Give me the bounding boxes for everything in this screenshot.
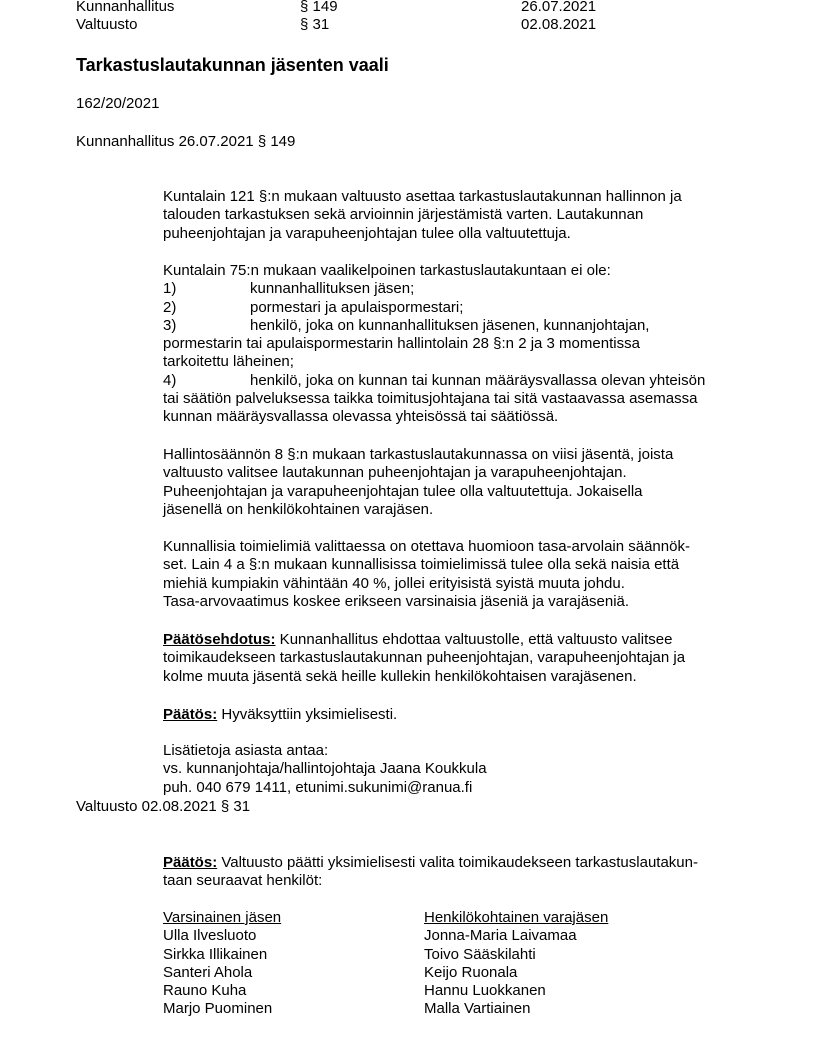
deputies-column xyxy=(424,909,608,1019)
list-number: 1) xyxy=(163,280,177,298)
list-text: henkilö, joka on kunnan tai kunnan määräysvallassa olevan yhteisön xyxy=(250,371,706,389)
decision-text: Hyväksyttiin yksimielisesti. xyxy=(217,706,398,723)
paragraph-1 xyxy=(163,188,763,243)
text-line: toimikaudekseen tarkastuslautakunnan puheenjohtajan, varapuheenjohtajan ja xyxy=(163,649,686,667)
paragraph-2 xyxy=(163,262,763,427)
decision-1 xyxy=(163,706,763,724)
decision-text: Valtuusto päätti yksimielisesti valita toimikaudekseen tarkastuslautakun- xyxy=(217,854,698,871)
text-line: pormestarin tai apulaispormestarin hallintolain 28 §:n 2 ja 3 momentissa xyxy=(163,335,640,353)
council-heading: Valtuusto 02.08.2021 § 31 xyxy=(76,798,251,815)
proposal-label: Päätösehdotus: xyxy=(163,631,276,648)
text-line: vs. kunnanjohtaja/hallintojohtaja Jaana Koukkula xyxy=(163,760,487,778)
member-name: Santeri Ahola xyxy=(163,963,253,981)
deputy-name: Jonna-Maria Laivamaa xyxy=(424,927,577,945)
list-number: 3) xyxy=(163,316,177,334)
text-line: set. Lain 4 a §:n mukaan kunnallisissa toimielimissä tulee olla sekä naisia että xyxy=(163,556,680,574)
decision-label: Päätös: xyxy=(163,706,218,723)
list-number: 4) xyxy=(163,371,177,389)
text-line: Hallintosäännön 8 §:n mukaan tarkastuslautakunnassa on viisi jäsentä, joista xyxy=(163,446,674,463)
text-line: Kunnallisia toimielimiä valittaessa on otettava huomioon tasa-arvolain säännök- xyxy=(163,538,690,555)
list-text: henkilö, joka on kunnanhallituksen jäsenen, kunnanjohtajan, xyxy=(250,316,650,334)
paragraph-3 xyxy=(163,446,763,519)
contact-info xyxy=(163,742,763,797)
text-line: tarkoitettu läheinen; xyxy=(163,353,294,371)
member-name: Marjo Puominen xyxy=(163,1000,273,1018)
paragraph-4 xyxy=(163,538,763,611)
list-text: pormestari ja apulaispormestari; xyxy=(250,298,464,316)
text-line: kolme muuta jäsentä sekä heille kullekin henkilökohtaisen varajäsenen. xyxy=(163,667,637,685)
decision-proposal xyxy=(163,631,763,686)
header-row-section: § 31 xyxy=(300,16,330,33)
member-name: Ulla Ilvesluoto xyxy=(163,927,257,945)
column-header-member: Varsinainen jäsen xyxy=(163,909,282,926)
text-line: miehiä kumpiakin vähintään 40 %, jollei erityisistä syistä muuta johdu. xyxy=(163,574,625,592)
kh-heading: Kunnanhallitus 26.07.2021 § 149 xyxy=(76,133,296,150)
text-line: tai säätiön palveluksessa taikka toimitusjohtajana tai sitä vastaavassa asemassa xyxy=(163,390,698,408)
deputy-name: Hannu Luokkanen xyxy=(424,982,546,1000)
list-item xyxy=(163,280,763,298)
list-item xyxy=(163,372,763,390)
members-column xyxy=(163,909,281,1019)
text-line: kunnan määräysvallassa olevassa yhteisössä tai säätiössä. xyxy=(163,408,559,426)
list-item xyxy=(163,317,763,335)
text-line: Kuntalain 75:n mukaan vaalikelpoinen tarkastuslautakuntaan ei ole: xyxy=(163,262,611,279)
case-number: 162/20/2021 xyxy=(76,95,160,112)
text-line: Puheenjohtajan ja varapuheenjohtajan tulee olla valtuutettuja. Jokaisella xyxy=(163,482,643,500)
text-line: taan seuraavat henkilöt: xyxy=(163,872,323,890)
list-number: 2) xyxy=(163,298,177,316)
list-item xyxy=(163,299,763,317)
text-line: jäsenellä on henkilökohtainen varajäsen. xyxy=(163,500,434,518)
text-line: Kuntalain 121 §:n mukaan valtuusto asettaa tarkastuslautakunnan hallinnon ja xyxy=(163,188,682,205)
header-row-body: Valtuusto xyxy=(76,16,138,33)
header-row-date: 02.08.2021 xyxy=(521,16,597,33)
column-header-deputy: Henkilökohtainen varajäsen xyxy=(424,909,609,926)
text-line: Lisätietoja asiasta antaa: xyxy=(163,742,329,759)
header-row-body: Kunnanhallitus xyxy=(76,0,175,15)
header-row-date: 26.07.2021 xyxy=(521,0,597,15)
text-line: puheenjohtajan ja varapuheenjohtajan tulee olla valtuutettuja. xyxy=(163,224,571,242)
proposal-text: Kunnanhallitus ehdottaa valtuustolle, että valtuusto valitsee xyxy=(275,631,673,648)
text-line: talouden tarkastuksen sekä arvioinnin järjestämistä varten. Lautakunnan xyxy=(163,206,644,224)
decision-2 xyxy=(163,854,763,891)
deputy-name: Malla Vartiainen xyxy=(424,1000,531,1018)
text-line: valtuusto valitsee lautakunnan puheenjohtajan ja varapuheenjohtajan. xyxy=(163,464,627,482)
header-row-section: § 149 xyxy=(300,0,338,15)
text-line: Tasa-arvovaatimus koskee erikseen varsinaisia jäseniä ja varajäseniä. xyxy=(163,592,630,610)
deputy-name: Keijo Ruonala xyxy=(424,963,518,981)
list-text: kunnanhallituksen jäsen; xyxy=(250,280,415,298)
decision-label: Päätös: xyxy=(163,854,218,871)
page-title: Tarkastuslautakunnan jäsenten vaali xyxy=(76,55,389,75)
text-line: puh. 040 679 1411, etunimi.sukunimi@ranua.fi xyxy=(163,778,473,796)
member-name: Sirkka Illikainen xyxy=(163,945,268,963)
member-name: Rauno Kuha xyxy=(163,982,247,1000)
deputy-name: Toivo Sääskilahti xyxy=(424,945,536,963)
